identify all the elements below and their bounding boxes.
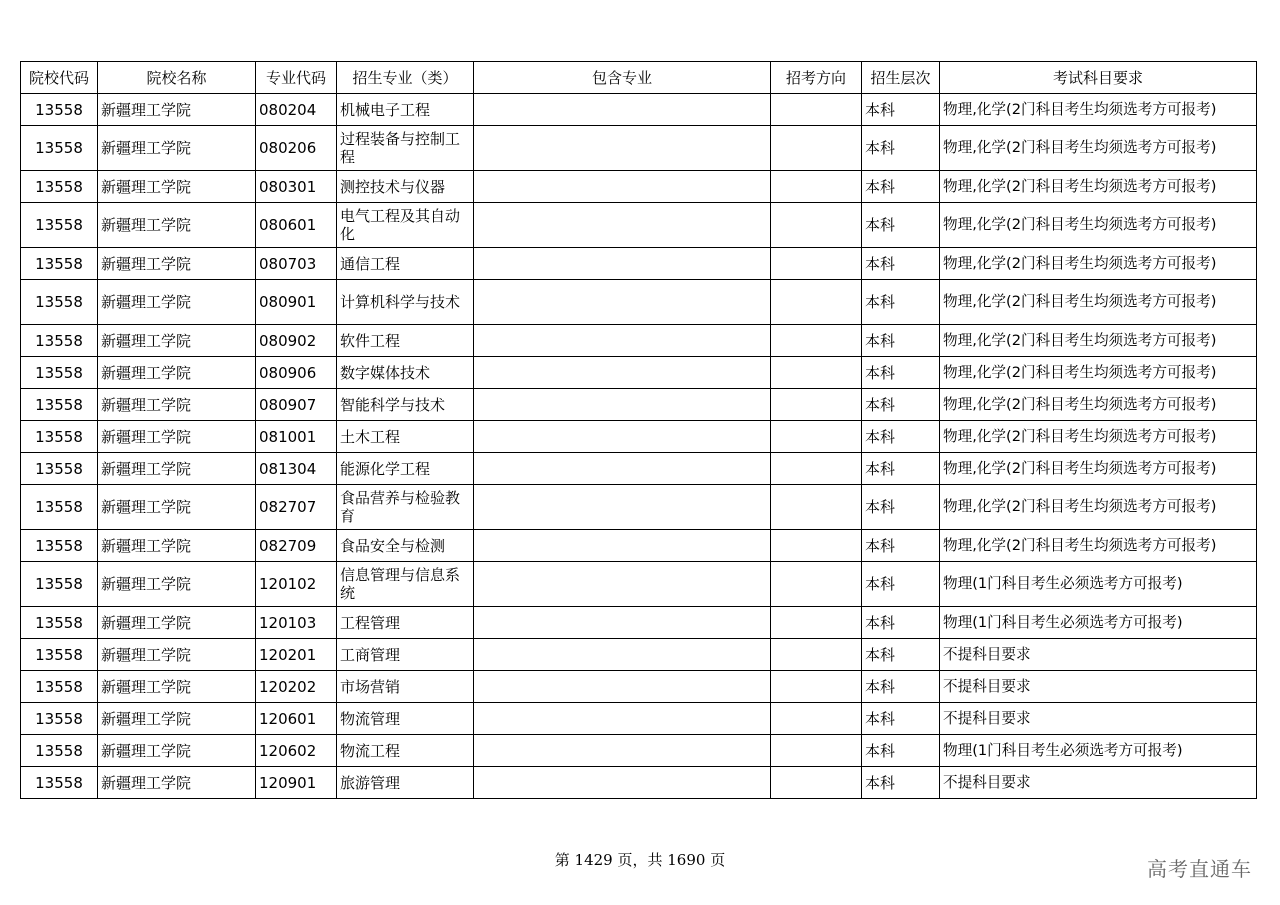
cell-school-name: 新疆理工学院 xyxy=(98,126,256,171)
header-major: 招生专业（类） xyxy=(337,62,474,94)
cell-major: 软件工程 xyxy=(337,325,474,357)
table-row xyxy=(21,248,1257,280)
table-row xyxy=(21,639,1257,671)
cell-major-code: 120901 xyxy=(256,767,337,799)
cell-direction xyxy=(771,485,862,530)
cell-major: 通信工程 xyxy=(337,248,474,280)
cell-subject-requirement: 物理,化学(2门科目考生均须选考方可报考) xyxy=(940,357,1257,389)
cell-subject-requirement: 物理(1门科目考生必须选考方可报考) xyxy=(940,562,1257,607)
cell-included-majors xyxy=(474,767,771,799)
cell-subject-requirement: 物理,化学(2门科目考生均须选考方可报考) xyxy=(940,389,1257,421)
cell-subject-requirement: 物理,化学(2门科目考生均须选考方可报考) xyxy=(940,453,1257,485)
cell-school-code: 13558 xyxy=(21,639,98,671)
header-school-code: 院校代码 xyxy=(21,62,98,94)
cell-level: 本科 xyxy=(862,735,940,767)
table-row xyxy=(21,562,1257,607)
cell-direction xyxy=(771,607,862,639)
table-row xyxy=(21,421,1257,453)
cell-school-name: 新疆理工学院 xyxy=(98,607,256,639)
table-row xyxy=(21,735,1257,767)
cell-major-code: 080906 xyxy=(256,357,337,389)
cell-included-majors xyxy=(474,562,771,607)
cell-level: 本科 xyxy=(862,485,940,530)
cell-subject-requirement: 物理,化学(2门科目考生均须选考方可报考) xyxy=(940,203,1257,248)
cell-level: 本科 xyxy=(862,530,940,562)
cell-direction xyxy=(771,453,862,485)
cell-school-name: 新疆理工学院 xyxy=(98,389,256,421)
cell-major-code: 081001 xyxy=(256,421,337,453)
cell-level: 本科 xyxy=(862,325,940,357)
cell-direction xyxy=(771,248,862,280)
cell-school-name: 新疆理工学院 xyxy=(98,421,256,453)
cell-school-code: 13558 xyxy=(21,453,98,485)
cell-major-code: 080204 xyxy=(256,94,337,126)
cell-direction xyxy=(771,203,862,248)
table-row xyxy=(21,94,1257,126)
cell-level: 本科 xyxy=(862,703,940,735)
header-major-code: 专业代码 xyxy=(256,62,337,94)
cell-subject-requirement: 不提科目要求 xyxy=(940,703,1257,735)
cell-subject-requirement: 不提科目要求 xyxy=(940,671,1257,703)
cell-school-name: 新疆理工学院 xyxy=(98,171,256,203)
table-row xyxy=(21,703,1257,735)
cell-included-majors xyxy=(474,171,771,203)
cell-subject-requirement: 物理,化学(2门科目考生均须选考方可报考) xyxy=(940,421,1257,453)
header-subject-requirement: 考试科目要求 xyxy=(940,62,1257,94)
cell-school-name: 新疆理工学院 xyxy=(98,735,256,767)
cell-major: 土木工程 xyxy=(337,421,474,453)
cell-included-majors xyxy=(474,126,771,171)
cell-subject-requirement: 物理,化学(2门科目考生均须选考方可报考) xyxy=(940,171,1257,203)
cell-subject-requirement: 物理,化学(2门科目考生均须选考方可报考) xyxy=(940,126,1257,171)
cell-major: 物流工程 xyxy=(337,735,474,767)
cell-school-code: 13558 xyxy=(21,248,98,280)
cell-direction xyxy=(771,389,862,421)
cell-school-code: 13558 xyxy=(21,562,98,607)
cell-included-majors xyxy=(474,735,771,767)
cell-included-majors xyxy=(474,421,771,453)
cell-level: 本科 xyxy=(862,671,940,703)
cell-subject-requirement: 物理,化学(2门科目考生均须选考方可报考) xyxy=(940,94,1257,126)
cell-major-code: 120602 xyxy=(256,735,337,767)
cell-major-code: 120601 xyxy=(256,703,337,735)
cell-subject-requirement: 物理,化学(2门科目考生均须选考方可报考) xyxy=(940,248,1257,280)
cell-subject-requirement: 不提科目要求 xyxy=(940,767,1257,799)
cell-major-code: 082709 xyxy=(256,530,337,562)
cell-major: 能源化学工程 xyxy=(337,453,474,485)
cell-level: 本科 xyxy=(862,607,940,639)
cell-direction xyxy=(771,735,862,767)
cell-subject-requirement: 物理,化学(2门科目考生均须选考方可报考) xyxy=(940,530,1257,562)
cell-major-code: 080901 xyxy=(256,280,337,325)
cell-school-code: 13558 xyxy=(21,421,98,453)
cell-school-code: 13558 xyxy=(21,94,98,126)
cell-level: 本科 xyxy=(862,767,940,799)
cell-school-code: 13558 xyxy=(21,485,98,530)
cell-direction xyxy=(771,562,862,607)
cell-subject-requirement: 物理,化学(2门科目考生均须选考方可报考) xyxy=(940,325,1257,357)
cell-major-code: 080206 xyxy=(256,126,337,171)
cell-included-majors xyxy=(474,248,771,280)
cell-direction xyxy=(771,639,862,671)
cell-school-code: 13558 xyxy=(21,171,98,203)
cell-school-name: 新疆理工学院 xyxy=(98,280,256,325)
cell-direction xyxy=(771,126,862,171)
cell-school-code: 13558 xyxy=(21,389,98,421)
cell-major: 市场营销 xyxy=(337,671,474,703)
cell-subject-requirement: 物理(1门科目考生必须选考方可报考) xyxy=(940,607,1257,639)
cell-level: 本科 xyxy=(862,562,940,607)
table-header-row xyxy=(21,62,1257,94)
cell-major: 物流管理 xyxy=(337,703,474,735)
cell-school-code: 13558 xyxy=(21,325,98,357)
table-row xyxy=(21,357,1257,389)
cell-major-code: 120102 xyxy=(256,562,337,607)
cell-school-name: 新疆理工学院 xyxy=(98,203,256,248)
cell-school-code: 13558 xyxy=(21,357,98,389)
cell-level: 本科 xyxy=(862,357,940,389)
cell-school-code: 13558 xyxy=(21,203,98,248)
cell-level: 本科 xyxy=(862,639,940,671)
cell-direction xyxy=(771,357,862,389)
cell-level: 本科 xyxy=(862,203,940,248)
cell-school-name: 新疆理工学院 xyxy=(98,453,256,485)
cell-subject-requirement: 不提科目要求 xyxy=(940,639,1257,671)
table-row xyxy=(21,453,1257,485)
cell-included-majors xyxy=(474,530,771,562)
cell-subject-requirement: 物理,化学(2门科目考生均须选考方可报考) xyxy=(940,485,1257,530)
cell-direction xyxy=(771,530,862,562)
cell-level: 本科 xyxy=(862,421,940,453)
cell-school-name: 新疆理工学院 xyxy=(98,671,256,703)
header-direction: 招考方向 xyxy=(771,62,862,94)
table-row xyxy=(21,485,1257,530)
cell-level: 本科 xyxy=(862,171,940,203)
cell-school-code: 13558 xyxy=(21,671,98,703)
cell-level: 本科 xyxy=(862,126,940,171)
cell-school-name: 新疆理工学院 xyxy=(98,485,256,530)
table-row xyxy=(21,280,1257,325)
cell-major-code: 080907 xyxy=(256,389,337,421)
cell-school-name: 新疆理工学院 xyxy=(98,639,256,671)
cell-major-code: 120103 xyxy=(256,607,337,639)
cell-level: 本科 xyxy=(862,453,940,485)
cell-major: 智能科学与技术 xyxy=(337,389,474,421)
cell-school-name: 新疆理工学院 xyxy=(98,248,256,280)
cell-major-code: 082707 xyxy=(256,485,337,530)
cell-direction xyxy=(771,171,862,203)
cell-major: 旅游管理 xyxy=(337,767,474,799)
cell-direction xyxy=(771,325,862,357)
cell-included-majors xyxy=(474,607,771,639)
cell-school-name: 新疆理工学院 xyxy=(98,94,256,126)
cell-major-code: 120201 xyxy=(256,639,337,671)
cell-major: 食品安全与检测 xyxy=(337,530,474,562)
cell-direction xyxy=(771,94,862,126)
cell-included-majors xyxy=(474,325,771,357)
cell-major: 机械电子工程 xyxy=(337,94,474,126)
cell-major: 计算机科学与技术 xyxy=(337,280,474,325)
header-level: 招生层次 xyxy=(862,62,940,94)
cell-school-code: 13558 xyxy=(21,735,98,767)
cell-included-majors xyxy=(474,389,771,421)
header-included-majors: 包含专业 xyxy=(474,62,771,94)
cell-included-majors xyxy=(474,671,771,703)
cell-included-majors xyxy=(474,203,771,248)
table-row xyxy=(21,767,1257,799)
cell-major: 工程管理 xyxy=(337,607,474,639)
cell-major: 电气工程及其自动化 xyxy=(337,203,474,248)
table-row xyxy=(21,607,1257,639)
cell-subject-requirement: 物理(1门科目考生必须选考方可报考) xyxy=(940,735,1257,767)
cell-major: 食品营养与检验教育 xyxy=(337,485,474,530)
cell-school-code: 13558 xyxy=(21,607,98,639)
watermark: 高考直通车 xyxy=(1147,857,1252,881)
cell-major-code: 080902 xyxy=(256,325,337,357)
cell-school-name: 新疆理工学院 xyxy=(98,530,256,562)
cell-direction xyxy=(771,671,862,703)
table-row xyxy=(21,126,1257,171)
header-school-name: 院校名称 xyxy=(98,62,256,94)
cell-major-code: 120202 xyxy=(256,671,337,703)
cell-major-code: 080301 xyxy=(256,171,337,203)
cell-included-majors xyxy=(474,485,771,530)
cell-level: 本科 xyxy=(862,280,940,325)
cell-school-code: 13558 xyxy=(21,530,98,562)
cell-major-code: 080703 xyxy=(256,248,337,280)
table-row xyxy=(21,671,1257,703)
cell-level: 本科 xyxy=(862,94,940,126)
cell-major: 信息管理与信息系统 xyxy=(337,562,474,607)
cell-school-name: 新疆理工学院 xyxy=(98,357,256,389)
admissions-table xyxy=(20,61,1257,799)
cell-level: 本科 xyxy=(862,389,940,421)
cell-school-name: 新疆理工学院 xyxy=(98,767,256,799)
table-row xyxy=(21,530,1257,562)
cell-school-name: 新疆理工学院 xyxy=(98,703,256,735)
table-row xyxy=(21,203,1257,248)
cell-included-majors xyxy=(474,703,771,735)
cell-included-majors xyxy=(474,94,771,126)
table-row xyxy=(21,171,1257,203)
cell-school-code: 13558 xyxy=(21,767,98,799)
cell-direction xyxy=(771,421,862,453)
cell-major: 测控技术与仪器 xyxy=(337,171,474,203)
cell-included-majors xyxy=(474,453,771,485)
cell-level: 本科 xyxy=(862,248,940,280)
cell-major: 数字媒体技术 xyxy=(337,357,474,389)
cell-included-majors xyxy=(474,280,771,325)
page-number: 第 1429 页，共 1690 页 xyxy=(554,851,726,869)
cell-school-name: 新疆理工学院 xyxy=(98,325,256,357)
cell-included-majors xyxy=(474,357,771,389)
cell-direction xyxy=(771,280,862,325)
table-row xyxy=(21,325,1257,357)
cell-school-code: 13558 xyxy=(21,703,98,735)
cell-school-code: 13558 xyxy=(21,126,98,171)
cell-school-code: 13558 xyxy=(21,280,98,325)
cell-direction xyxy=(771,767,862,799)
cell-major: 工商管理 xyxy=(337,639,474,671)
cell-major-code: 080601 xyxy=(256,203,337,248)
cell-included-majors xyxy=(474,639,771,671)
cell-major-code: 081304 xyxy=(256,453,337,485)
cell-major: 过程装备与控制工程 xyxy=(337,126,474,171)
cell-subject-requirement: 物理,化学(2门科目考生均须选考方可报考) xyxy=(940,280,1257,325)
table-row xyxy=(21,389,1257,421)
cell-direction xyxy=(771,703,862,735)
cell-school-name: 新疆理工学院 xyxy=(98,562,256,607)
